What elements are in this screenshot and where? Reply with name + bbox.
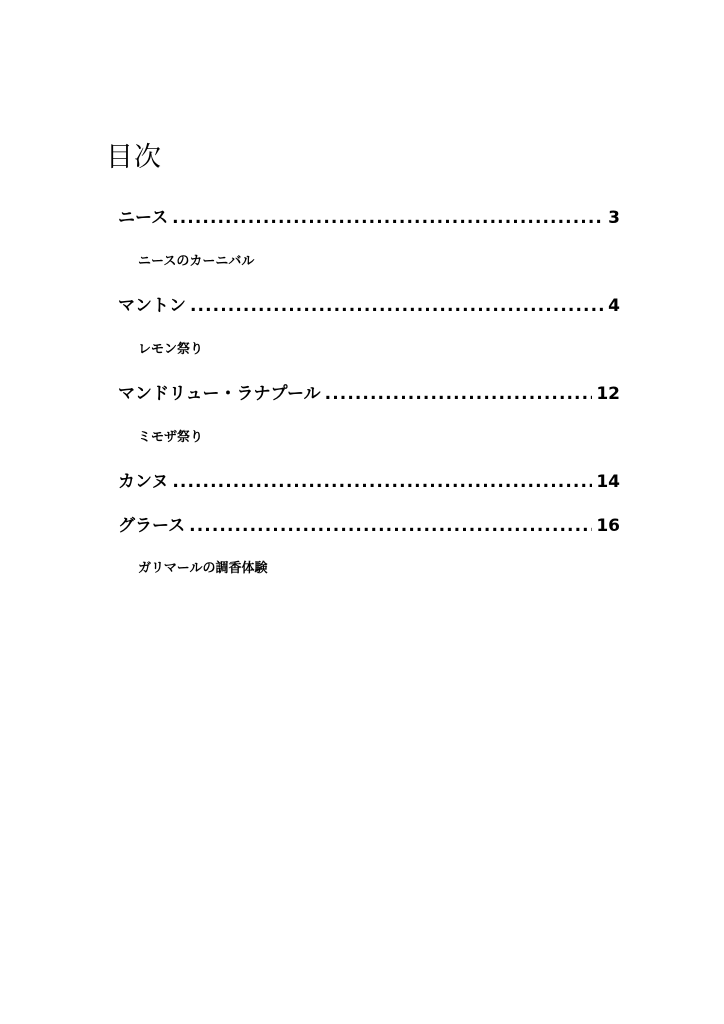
toc-subentry-mimosa-festival[interactable]: ミモザ祭り <box>138 430 204 445</box>
toc-entry-nice[interactable] <box>118 203 620 228</box>
toc-title: 目次 <box>106 142 162 173</box>
toc-page-number: 4 <box>608 296 620 316</box>
toc-page-number: 12 <box>596 384 620 404</box>
dot-leader <box>172 472 592 492</box>
toc-entry-label: マンドリュー・ラナプール <box>118 384 321 404</box>
dot-leader <box>325 384 593 404</box>
dot-leader <box>172 208 604 228</box>
toc-subentry-lemon-festival[interactable]: レモン祭り <box>138 342 204 357</box>
toc-entry-menton[interactable] <box>118 291 620 316</box>
toc-page-number: 3 <box>608 208 620 228</box>
toc-entry-label: グラース <box>118 516 186 536</box>
toc-entry-label: ニース <box>118 208 169 228</box>
toc-entry-grasse[interactable] <box>118 511 620 536</box>
toc-entry-mandelieu[interactable] <box>118 379 620 404</box>
toc-entry-label: マントン <box>118 296 186 316</box>
dot-leader <box>189 516 592 536</box>
toc-entry-label: カンヌ <box>118 472 169 492</box>
toc-subentry-galimard-perfume[interactable]: ガリマールの調香体験 <box>138 561 268 576</box>
toc-page-number: 14 <box>596 472 620 492</box>
toc-page-number: 16 <box>596 516 620 536</box>
dot-leader <box>190 296 604 316</box>
toc-entry-cannes[interactable] <box>118 467 620 492</box>
toc-subentry-nice-carnival[interactable]: ニースのカーニバル <box>138 254 255 269</box>
